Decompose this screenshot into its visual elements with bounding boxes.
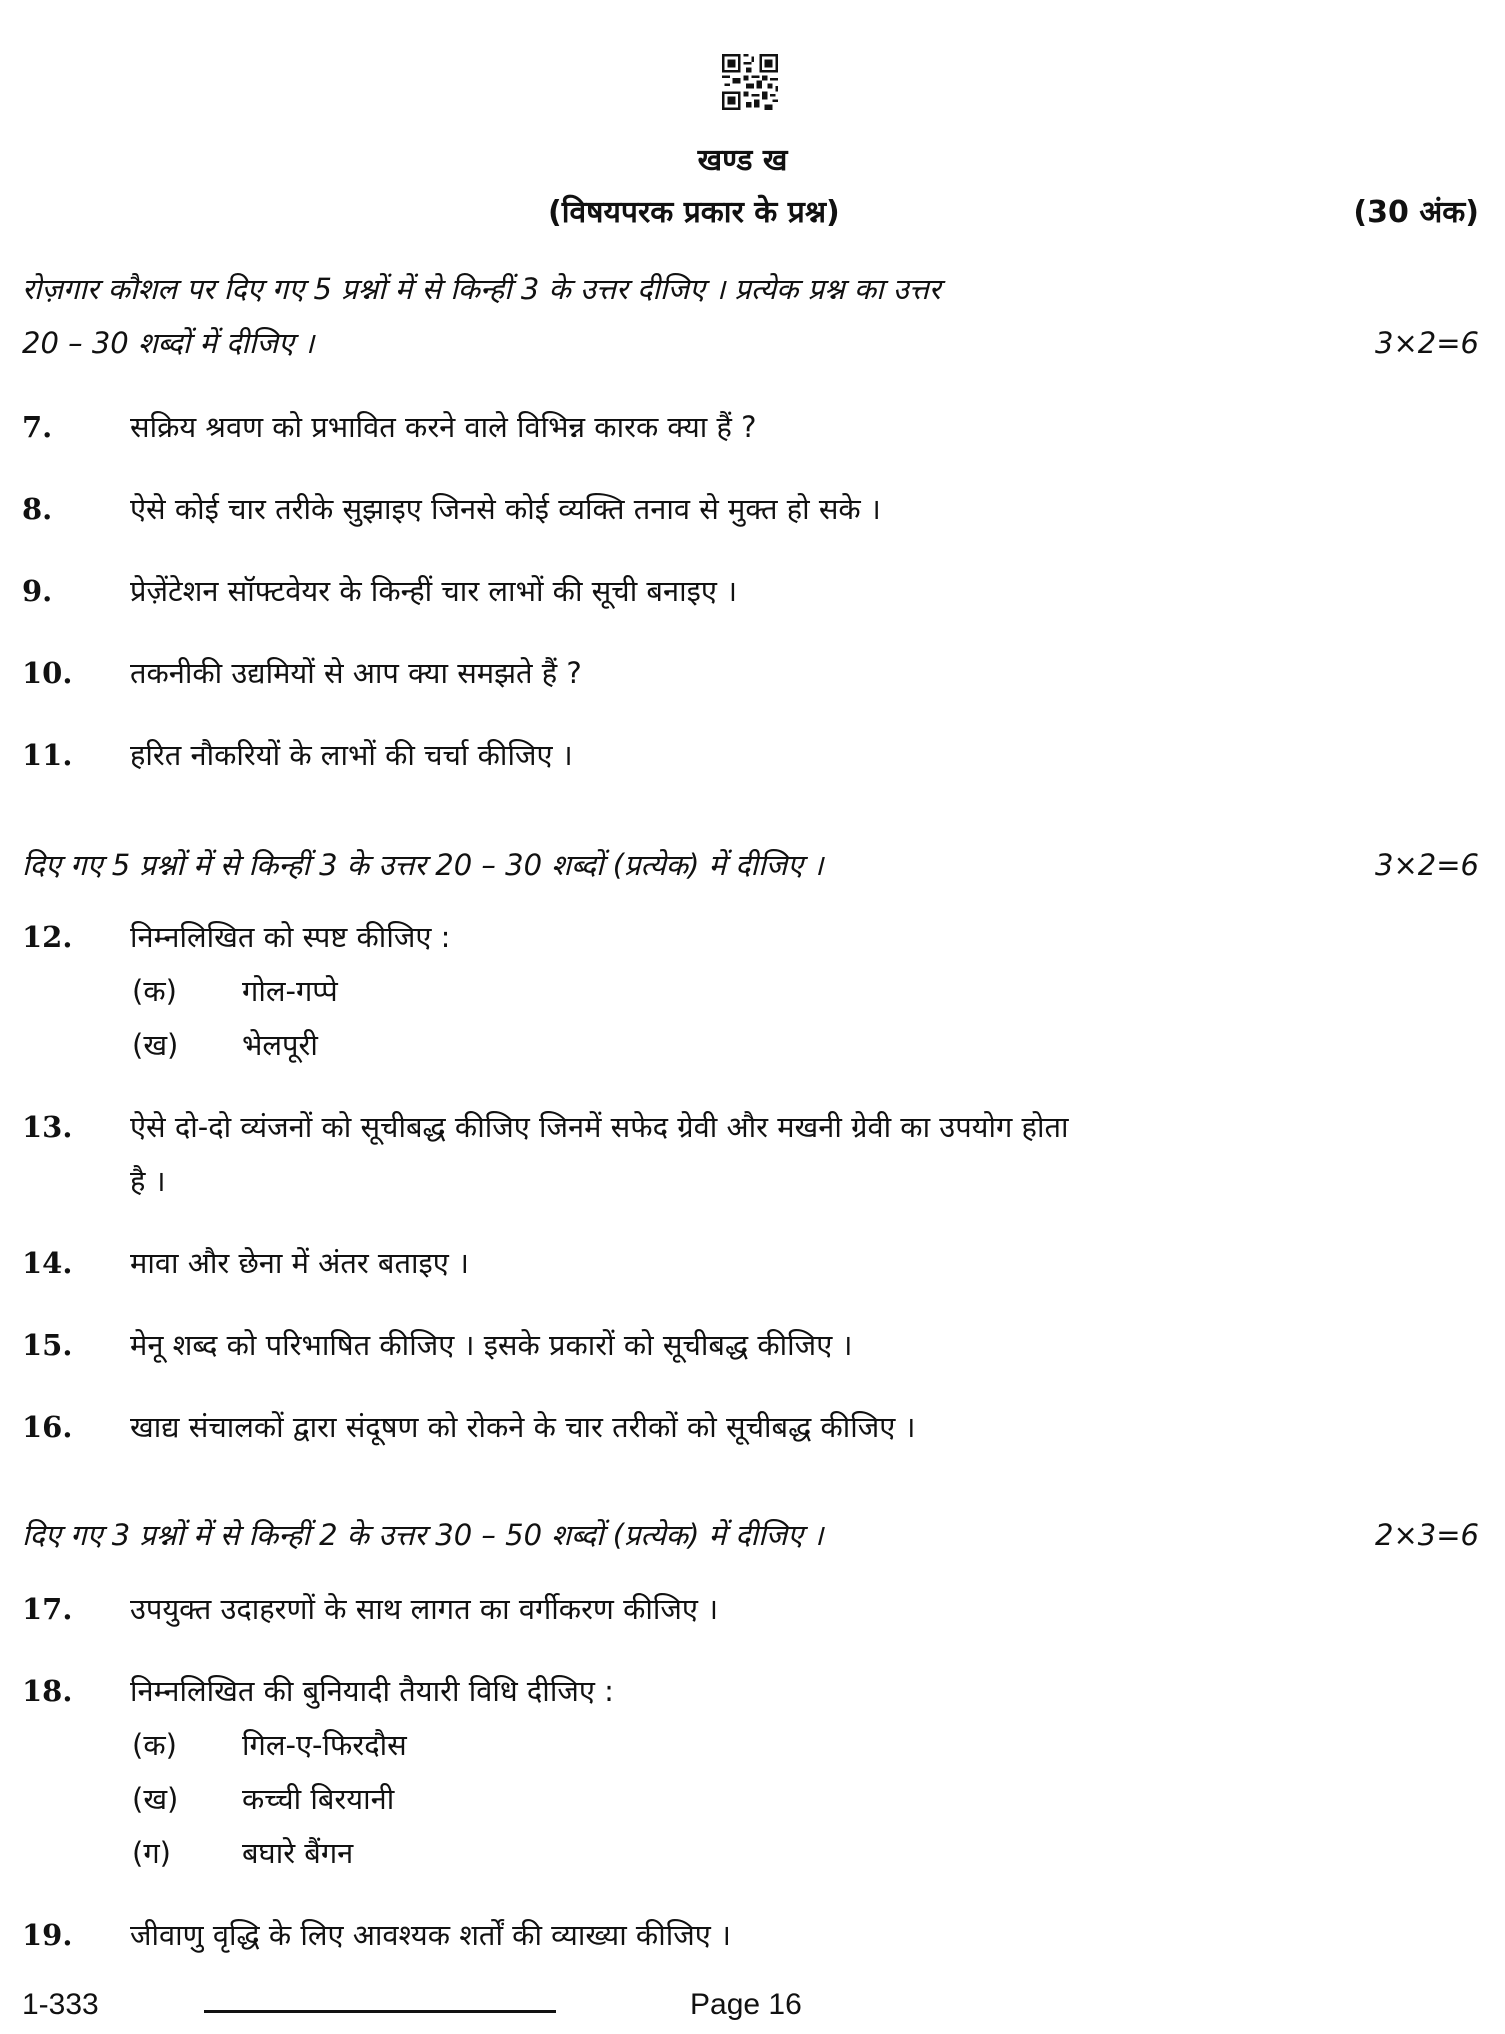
part-label: (ख) — [132, 1782, 179, 1816]
footer-divider — [204, 2010, 556, 2013]
question-11 — [22, 728, 1479, 782]
question-number: 16. — [22, 1410, 73, 1444]
question-19 — [22, 1908, 1479, 1962]
question-text: ऐसे दो-दो व्यंजनों को सूचीबद्ध कीजिए जिनमें सफेद ग्रेवी और मखनी ग्रेवी का उपयोग होता — [130, 1110, 1069, 1144]
question-13 — [22, 1100, 1479, 1208]
question-text: हरित नौकरियों के लाभों की चर्चा कीजिए । — [130, 738, 573, 772]
question-text: खाद्य संचालकों द्वारा संदूषण को रोकने के चार तरीकों को सूचीबद्ध कीजिए । — [130, 1410, 916, 1444]
question-number: 17. — [22, 1592, 73, 1626]
part-label: (क) — [132, 974, 177, 1008]
question-14 — [22, 1236, 1479, 1290]
group-3-instruction — [22, 1508, 1479, 1562]
question-number: 8. — [22, 492, 53, 526]
paper-code: 1-333 — [22, 1988, 99, 2021]
question-15 — [22, 1318, 1479, 1372]
part-label: (ग) — [132, 1836, 171, 1870]
question-18 — [22, 1664, 1479, 1880]
question-text: जीवाणु वृद्धि के लिए आवश्यक शर्तों की व्याख्या कीजिए । — [130, 1918, 731, 1952]
instruction-line: रोज़गार कौशल पर दिए गए 5 प्रश्नों में से किन्हीं 3 के उत्तर दीजिए । प्रत्येक प्रश्न का उत्तर — [22, 272, 941, 306]
question-text: मावा और छेना में अंतर बताइए । — [130, 1246, 470, 1280]
question-number: 12. — [22, 920, 73, 954]
group-1-instruction — [22, 262, 1479, 370]
qr-code-icon — [722, 54, 778, 110]
question-text: उपयुक्त उदाहरणों के साथ लागत का वर्गीकरण कीजिए । — [130, 1592, 719, 1626]
question-text: मेनू शब्द को परिभाषित कीजिए । इसके प्रकारों को सूचीबद्ध कीजिए । — [130, 1328, 853, 1362]
question-number: 7. — [22, 410, 53, 444]
group-2-instruction — [22, 838, 1479, 892]
question-number: 14. — [22, 1246, 73, 1280]
part-text: बघारे बैंगन — [242, 1836, 354, 1870]
part-label: (ख) — [132, 1028, 179, 1062]
question-10 — [22, 646, 1479, 700]
question-number: 10. — [22, 656, 73, 690]
question-text: सक्रिय श्रवण को प्रभावित करने वाले विभिन्न कारक क्या हैं ? — [130, 410, 757, 444]
marks-allocation: 3×2=6 — [1375, 848, 1479, 882]
question-text: निम्नलिखित की बुनियादी तैयारी विधि दीजिए : — [130, 1674, 614, 1708]
page-footer — [0, 1988, 1505, 2028]
question-number: 18. — [22, 1674, 73, 1708]
question-12 — [22, 910, 1479, 1072]
question-text: निम्नलिखित को स्पष्ट कीजिए : — [130, 920, 451, 954]
page-number: Page 16 — [690, 1988, 802, 2021]
question-17 — [22, 1582, 1479, 1636]
question-number: 15. — [22, 1328, 73, 1362]
part-text: भेलपूरी — [242, 1028, 318, 1062]
question-part — [132, 1772, 1479, 1826]
question-9 — [22, 564, 1479, 618]
instruction-line: दिए गए 3 प्रश्नों में से किन्हीं 2 के उत्तर 30 – 50 शब्दों (प्रत्येक) में दीजिए । — [22, 1518, 824, 1552]
part-text: गिल-ए-फिरदौस — [242, 1728, 407, 1762]
instruction-line: दिए गए 5 प्रश्नों में से किन्हीं 3 के उत्तर 20 – 30 शब्दों (प्रत्येक) में दीजिए । — [22, 848, 824, 882]
marks-allocation: 3×2=6 — [1375, 326, 1479, 360]
question-number: 13. — [22, 1110, 73, 1144]
instruction-line: 20 – 30 शब्दों में दीजिए । — [22, 326, 315, 360]
question-part — [132, 964, 1479, 1018]
question-text: प्रेज़ेंटेशन सॉफ्टवेयर के किन्हीं चार लाभों की सूची बनाइए । — [130, 574, 738, 608]
section-subtitle: (विषयपरक प्रकार के प्रश्न) — [548, 195, 840, 230]
question-number: 19. — [22, 1918, 73, 1952]
question-part — [132, 1826, 1479, 1880]
total-marks: (30 अंक) — [1353, 195, 1479, 230]
question-16 — [22, 1400, 1479, 1454]
part-text: कच्ची बिरयानी — [242, 1782, 395, 1816]
part-text: गोल-गप्पे — [242, 974, 338, 1008]
section-title: खण्ड ख — [697, 143, 788, 178]
question-8 — [22, 482, 1479, 536]
question-7 — [22, 400, 1479, 454]
part-label: (क) — [132, 1728, 177, 1762]
question-text: तकनीकी उद्यमियों से आप क्या समझते हैं ? — [130, 656, 582, 690]
question-part — [132, 1018, 1479, 1072]
question-number: 11. — [22, 738, 73, 772]
question-number: 9. — [22, 574, 53, 608]
marks-allocation: 2×3=6 — [1375, 1518, 1479, 1552]
question-text: ऐसे कोई चार तरीके सुझाइए जिनसे कोई व्यक्ति तनाव से मुक्त हो सके । — [130, 492, 881, 526]
question-text-continued: है । — [130, 1164, 166, 1198]
question-part — [132, 1718, 1479, 1772]
